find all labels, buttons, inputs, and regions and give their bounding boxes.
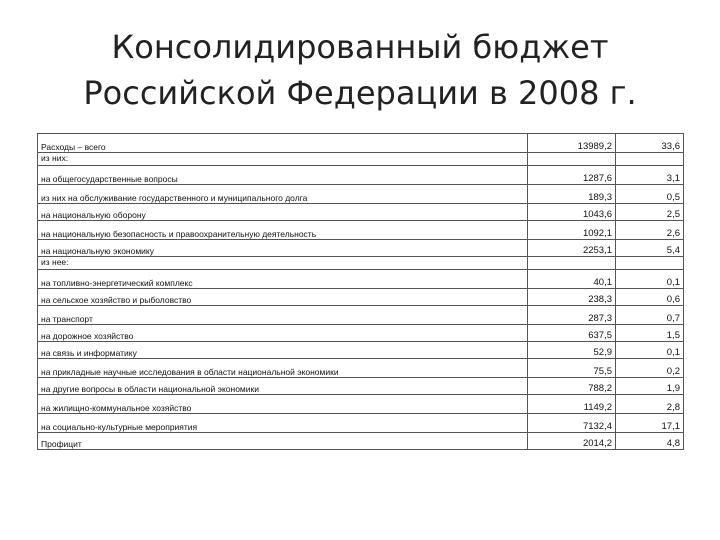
row-value: 1287,6 bbox=[528, 166, 616, 185]
table-row bbox=[38, 166, 684, 185]
table-row bbox=[38, 221, 684, 240]
row-label: на национальную экономику bbox=[38, 240, 528, 257]
row-value bbox=[528, 153, 616, 166]
row-value: 1092,1 bbox=[528, 221, 616, 240]
row-percent: 0,5 bbox=[616, 185, 684, 204]
row-percent: 2,8 bbox=[616, 395, 684, 414]
table-row bbox=[38, 270, 684, 289]
table-row bbox=[38, 359, 684, 378]
row-percent: 17,1 bbox=[616, 414, 684, 433]
table-row bbox=[38, 342, 684, 359]
row-label: из них: bbox=[38, 153, 528, 166]
row-value: 7132,4 bbox=[528, 414, 616, 433]
table-row bbox=[38, 395, 684, 414]
row-percent: 2,6 bbox=[616, 221, 684, 240]
row-percent: 0,1 bbox=[616, 270, 684, 289]
budget-table bbox=[37, 133, 684, 450]
row-label: на связь и информатику bbox=[38, 342, 528, 359]
table-row bbox=[38, 240, 684, 257]
row-label: на сельское хозяйство и рыболовство bbox=[38, 289, 528, 306]
row-percent: 0,1 bbox=[616, 342, 684, 359]
row-label: на национальную безопасность и правоохранительную деятельность bbox=[38, 221, 528, 240]
row-value: 75,5 bbox=[528, 359, 616, 378]
title-line-1: Консолидированный бюджет bbox=[111, 28, 609, 66]
row-value: 2253,1 bbox=[528, 240, 616, 257]
row-value: 40,1 bbox=[528, 270, 616, 289]
row-percent: 5,4 bbox=[616, 240, 684, 257]
row-value: 788,2 bbox=[528, 378, 616, 395]
row-percent: 33,6 bbox=[616, 134, 684, 153]
row-label: на прикладные научные исследования в области национальной экономики bbox=[38, 359, 528, 378]
row-label: на общегосударственные вопросы bbox=[38, 166, 528, 185]
row-percent: 1,5 bbox=[616, 325, 684, 342]
row-value: 1149,2 bbox=[528, 395, 616, 414]
title-line-2: Российской Федерации в 2008 г. bbox=[83, 74, 637, 112]
row-value: 189,3 bbox=[528, 185, 616, 204]
table-row bbox=[38, 257, 684, 270]
table-row bbox=[38, 378, 684, 395]
row-label: на социально-культурные мероприятия bbox=[38, 414, 528, 433]
row-percent: 0,2 bbox=[616, 359, 684, 378]
table-row bbox=[38, 414, 684, 433]
row-label: из них на обслуживание государственного и муниципального долга bbox=[38, 185, 528, 204]
row-value bbox=[528, 257, 616, 270]
table-row bbox=[38, 204, 684, 221]
row-label: Профицит bbox=[38, 433, 528, 450]
row-percent: 2,5 bbox=[616, 204, 684, 221]
row-label: на транспорт bbox=[38, 306, 528, 325]
row-percent: 0,6 bbox=[616, 289, 684, 306]
row-percent: 1,9 bbox=[616, 378, 684, 395]
table-row bbox=[38, 289, 684, 306]
row-value: 2014,2 bbox=[528, 433, 616, 450]
row-value: 637,5 bbox=[528, 325, 616, 342]
table-row bbox=[38, 325, 684, 342]
row-value: 1043,6 bbox=[528, 204, 616, 221]
row-label: из нее: bbox=[38, 257, 528, 270]
row-label: на жилищно-коммунальное хозяйство bbox=[38, 395, 528, 414]
row-value: 287,3 bbox=[528, 306, 616, 325]
row-label: на топливно-энергетический комплекс bbox=[38, 270, 528, 289]
row-value: 13989,2 bbox=[528, 134, 616, 153]
row-percent bbox=[616, 257, 684, 270]
row-percent bbox=[616, 153, 684, 166]
row-value: 52,9 bbox=[528, 342, 616, 359]
table-row bbox=[38, 306, 684, 325]
row-value: 238,3 bbox=[528, 289, 616, 306]
row-label: на дорожное хозяйство bbox=[38, 325, 528, 342]
row-label: Расходы – всего bbox=[38, 134, 528, 153]
table-row bbox=[38, 433, 684, 450]
table-row bbox=[38, 134, 684, 153]
row-percent: 0,7 bbox=[616, 306, 684, 325]
row-label: на другие вопросы в области национальной экономики bbox=[38, 378, 528, 395]
table-row bbox=[38, 153, 684, 166]
row-percent: 3,1 bbox=[616, 166, 684, 185]
table-row bbox=[38, 185, 684, 204]
row-percent: 4,8 bbox=[616, 433, 684, 450]
row-label: на национальную оборону bbox=[38, 204, 528, 221]
page-title bbox=[0, 24, 720, 116]
